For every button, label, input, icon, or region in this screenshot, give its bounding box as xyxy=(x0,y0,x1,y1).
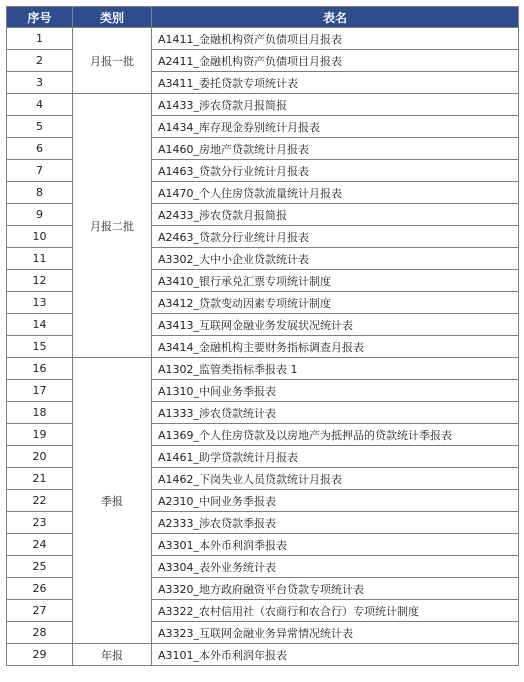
row-number: 22 xyxy=(7,490,73,512)
row-number: 4 xyxy=(7,94,73,116)
category-cell: 年报 xyxy=(73,644,152,666)
table-row xyxy=(7,644,519,666)
table-header xyxy=(7,7,519,28)
table-name-cell: A3101_本外币利润年报表 xyxy=(152,644,519,666)
row-number: 26 xyxy=(7,578,73,600)
row-number: 13 xyxy=(7,292,73,314)
table-name-cell: A3322_农村信用社（农商行和农合行）专项统计制度 xyxy=(152,600,519,622)
table-row xyxy=(7,28,519,50)
row-number: 11 xyxy=(7,248,73,270)
category-cell: 月报一批 xyxy=(73,28,152,94)
table-name-cell: A2411_金融机构资产负债项目月报表 xyxy=(152,50,519,72)
table-name-cell: A1463_贷款分行业统计月报表 xyxy=(152,160,519,182)
row-number: 5 xyxy=(7,116,73,138)
category-cell: 季报 xyxy=(73,358,152,644)
table-name-cell: A1302_监管类指标季报表 1 xyxy=(152,358,519,380)
category-cell: 月报二批 xyxy=(73,94,152,358)
table-name-cell: A1460_房地产贷款统计月报表 xyxy=(152,138,519,160)
table-name-cell: A2333_涉农贷款季报表 xyxy=(152,512,519,534)
table-name-cell: A1369_个人住房贷款及以房地产为抵押品的贷款统计季报表 xyxy=(152,424,519,446)
header-row xyxy=(7,7,519,28)
row-number: 9 xyxy=(7,204,73,226)
row-number: 24 xyxy=(7,534,73,556)
row-number: 6 xyxy=(7,138,73,160)
report-table-container xyxy=(6,6,518,666)
row-number: 8 xyxy=(7,182,73,204)
header-name: 表名 xyxy=(152,7,519,28)
table-name-cell: A3411_委托贷款专项统计表 xyxy=(152,72,519,94)
table-name-cell: A3414_金融机构主要财务指标调查月报表 xyxy=(152,336,519,358)
report-table xyxy=(6,6,519,666)
table-row xyxy=(7,94,519,116)
header-seq: 序号 xyxy=(7,7,73,28)
row-number: 15 xyxy=(7,336,73,358)
table-name-cell: A1333_涉农贷款统计表 xyxy=(152,402,519,424)
row-number: 28 xyxy=(7,622,73,644)
row-number: 1 xyxy=(7,28,73,50)
table-name-cell: A1470_个人住房贷款流量统计月报表 xyxy=(152,182,519,204)
table-name-cell: A3412_贷款变动因素专项统计制度 xyxy=(152,292,519,314)
table-name-cell: A2463_贷款分行业统计月报表 xyxy=(152,226,519,248)
row-number: 23 xyxy=(7,512,73,534)
table-name-cell: A3410_银行承兑汇票专项统计制度 xyxy=(152,270,519,292)
row-number: 7 xyxy=(7,160,73,182)
table-name-cell: A1433_涉农贷款月报简报 xyxy=(152,94,519,116)
table-name-cell: A3301_本外币利润季报表 xyxy=(152,534,519,556)
table-name-cell: A1411_金融机构资产负债项目月报表 xyxy=(152,28,519,50)
row-number: 18 xyxy=(7,402,73,424)
header-category: 类别 xyxy=(73,7,152,28)
table-name-cell: A2310_中间业务季报表 xyxy=(152,490,519,512)
row-number: 14 xyxy=(7,314,73,336)
row-number: 16 xyxy=(7,358,73,380)
table-name-cell: A2433_涉农贷款月报简报 xyxy=(152,204,519,226)
table-row xyxy=(7,358,519,380)
row-number: 21 xyxy=(7,468,73,490)
table-name-cell: A3304_表外业务统计表 xyxy=(152,556,519,578)
table-name-cell: A3302_大中小企业贷款统计表 xyxy=(152,248,519,270)
row-number: 17 xyxy=(7,380,73,402)
table-name-cell: A3323_互联网金融业务异常情况统计表 xyxy=(152,622,519,644)
row-number: 29 xyxy=(7,644,73,666)
row-number: 27 xyxy=(7,600,73,622)
table-name-cell: A1462_下岗失业人员贷款统计月报表 xyxy=(152,468,519,490)
table-name-cell: A3320_地方政府融资平台贷款专项统计表 xyxy=(152,578,519,600)
table-name-cell: A3413_互联网金融业务发展状况统计表 xyxy=(152,314,519,336)
row-number: 20 xyxy=(7,446,73,468)
row-number: 19 xyxy=(7,424,73,446)
row-number: 10 xyxy=(7,226,73,248)
row-number: 25 xyxy=(7,556,73,578)
table-name-cell: A1310_中间业务季报表 xyxy=(152,380,519,402)
table-body xyxy=(7,28,519,666)
row-number: 3 xyxy=(7,72,73,94)
row-number: 2 xyxy=(7,50,73,72)
table-name-cell: A1434_库存现金券别统计月报表 xyxy=(152,116,519,138)
row-number: 12 xyxy=(7,270,73,292)
table-name-cell: A1461_助学贷款统计月报表 xyxy=(152,446,519,468)
